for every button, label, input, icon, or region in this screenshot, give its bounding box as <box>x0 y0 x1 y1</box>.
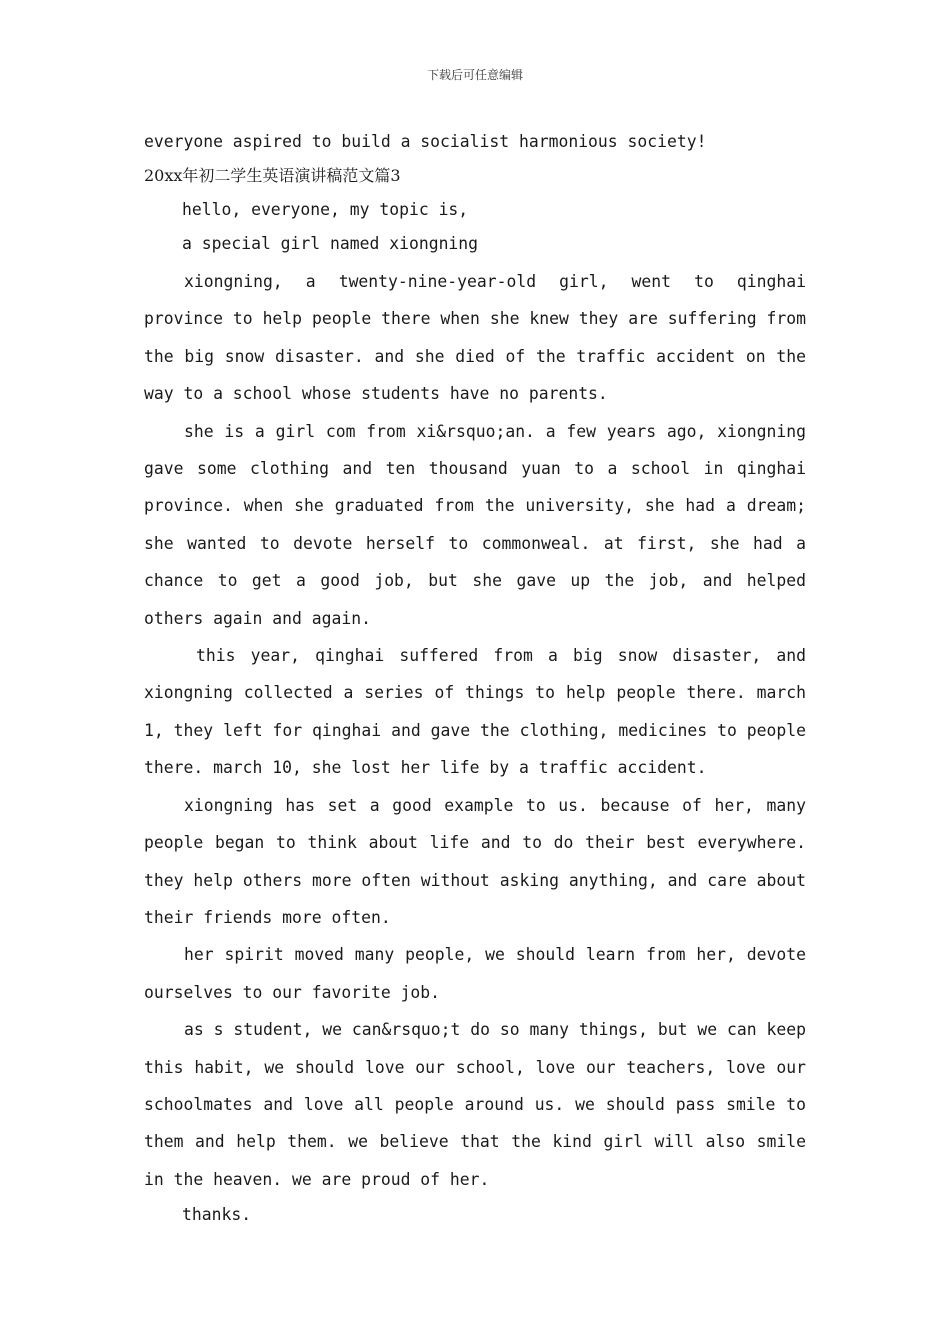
body-paragraph: she is a girl com from xi&rsquo;an. a few years ago, xiongning gave some clothing and ten thousand yuan to a school in qinghai province. when she graduated from the university, she had a dream; she wanted to devote herself to commonweal. at first, she had a chance to get a good job, but she gave up the job, and helped others again and again. <box>144 421 806 628</box>
body-paragraph: as s student, we can&rsquo;t do so many things, but we can keep this habit, we should love our school, love our teachers, love our schoolmates and love all people around us. we should pass smile to them and help them. we believe that the kind girl will also smile in the heaven. we are proud of her. <box>144 1020 806 1189</box>
body-paragraph: this year, qinghai suffered from a big snow disaster, and xiongning collected a series of things to help people there. march 1, they left for qinghai and gave the clothing, medicines to people there. march 10, she lost her life by a traffic accident. <box>144 646 806 778</box>
body-paragraph: xiongning has set a good example to us. because of her, many people began to think about life and to do their best everywhere. they help others more often without asking anything, and care about their friends more often. <box>144 795 806 927</box>
document-body <box>144 124 806 1232</box>
section-title: 20xx年初二学生英语演讲稿范文篇3 <box>144 166 401 185</box>
previous-section-closing-line: everyone aspired to build a socialist harmonious society! <box>144 132 707 151</box>
speech-topic: a special girl named xiongning <box>182 234 479 253</box>
body-paragraph: her spirit moved many people, we should learn from her, devote ourselves to our favorite job. <box>144 945 806 1002</box>
page-header-note: 下载后可任意编辑 <box>426 68 523 82</box>
speech-sign-off: thanks. <box>182 1205 252 1225</box>
speech-greeting: hello, everyone, my topic is, <box>182 200 469 219</box>
body-paragraph: xiongning, a twenty-nine-year-old girl, went to qinghai province to help people there when she knew they are suffering from the big snow disaster. and she died of the traffic accident on the way to a school whose students have no parents. <box>144 272 806 404</box>
